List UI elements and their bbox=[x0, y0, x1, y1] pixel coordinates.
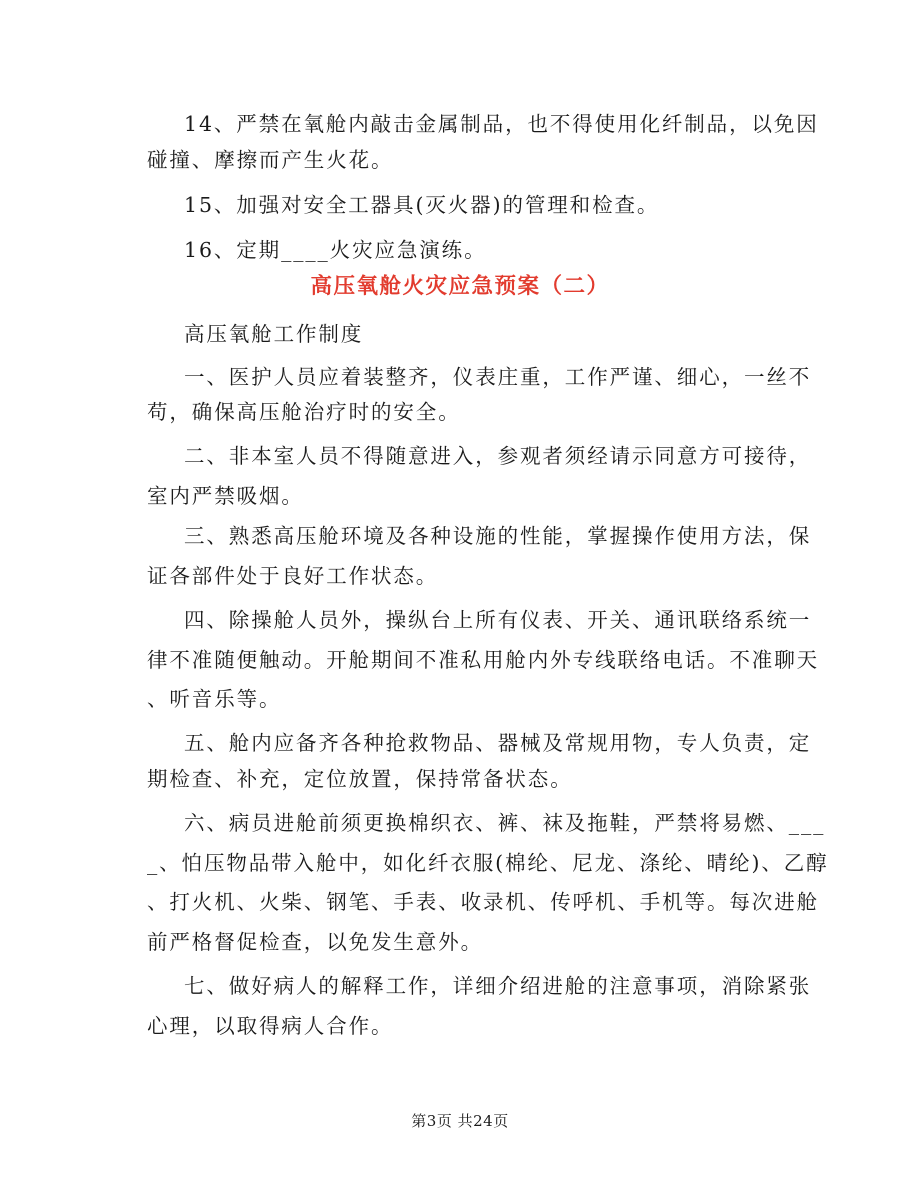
paragraph-15: 15、加强对安全工器具(灭火器)的管理和检查。 bbox=[184, 193, 660, 217]
section-title: 高压氧舱火灾应急预案（二） bbox=[310, 274, 610, 299]
page-number-footer: 第3页 共24页 bbox=[411, 1112, 509, 1130]
paragraph-14-line-2: 碰撞、摩擦而产生火花。 bbox=[147, 148, 394, 172]
rule-3-line-1: 三、熟悉高压舱环境及各种设施的性能，掌握操作使用方法，保 bbox=[184, 524, 812, 548]
rule-1-line-1: 一、医护人员应着装整齐，仪表庄重，工作严谨、细心，一丝不 bbox=[184, 365, 812, 389]
rule-4-line-1: 四、除操舱人员外，操纵台上所有仪表、开关、通讯联络系统一 bbox=[184, 608, 812, 632]
rule-1-line-2: 苟，确保高压舱治疗时的安全。 bbox=[147, 400, 461, 424]
rule-6-line-3: 、打火机、火柴、钢笔、手表、收录机、传呼机、手机等。每次进舱 bbox=[147, 890, 819, 914]
rule-6-line-2: _、怕压物品带入舱中，如化纤衣服(棉纶、尼龙、涤纶、晴纶)、乙醇 bbox=[147, 851, 829, 875]
rule-6-line-4: 前严格督促检查，以免发生意外。 bbox=[147, 930, 483, 954]
rule-4-line-3: 、听音乐等。 bbox=[147, 687, 282, 711]
rule-2-line-1: 二、非本室人员不得随意进入，参观者须经请示同意方可接待， bbox=[184, 444, 812, 468]
rule-3-line-2: 证各部件处于良好工作状态。 bbox=[147, 564, 439, 588]
rule-6-line-1: 六、病员进舱前须更换棉织衣、裤、袜及拖鞋，严禁将易燃、___ bbox=[184, 811, 826, 835]
rule-2-line-2: 室内严禁吸烟。 bbox=[147, 484, 304, 508]
subheading: 高压氧舱工作制度 bbox=[184, 322, 364, 346]
rule-7-line-1: 七、做好病人的解释工作，详细介绍进舱的注意事项，消除紧张 bbox=[184, 974, 812, 998]
rule-4-line-2: 律不准随便触动。开舱期间不准私用舱内外专线联络电话。不准聊天 bbox=[147, 648, 819, 672]
paragraph-14-line-1: 14、严禁在氧舱内敲击金属制品，也不得使用化纤制品，以免因 bbox=[184, 112, 819, 136]
rule-7-line-2: 心理，以取得病人合作。 bbox=[147, 1014, 394, 1038]
paragraph-16: 16、定期____火灾应急演练。 bbox=[184, 238, 487, 262]
rule-5-line-1: 五、舱内应备齐各种抢救物品、器械及常规用物，专人负责，定 bbox=[184, 731, 812, 755]
rule-5-line-2: 期检查、补充，定位放置，保持常备状态。 bbox=[147, 767, 573, 791]
